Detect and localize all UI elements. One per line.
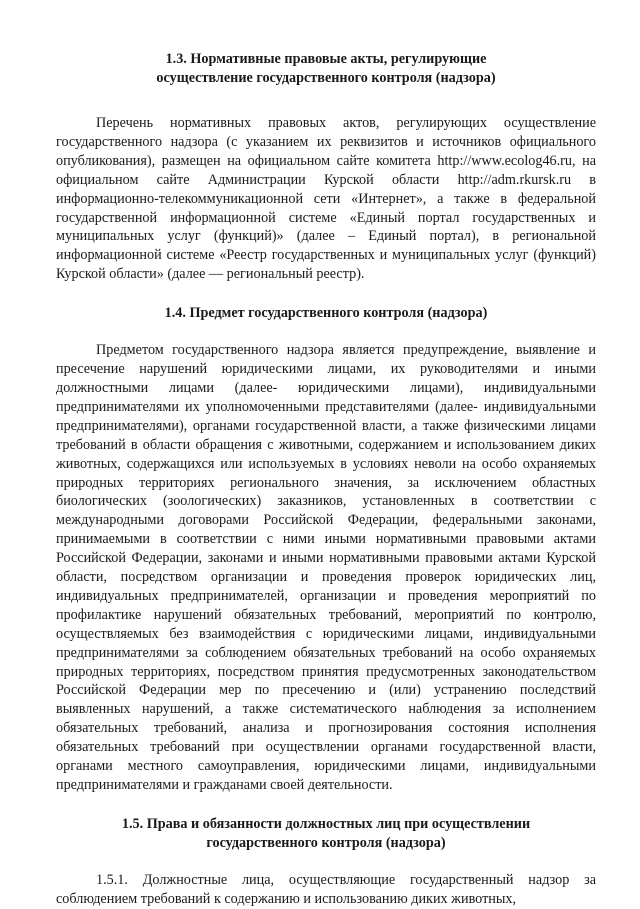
section-1-5-1-paragraph: 1.5.1. Должностные лица, осуществляющие государственный надзор за соблюдением требований к содержанию и использованию диких животных,	[56, 871, 596, 907]
section-1-4-heading	[56, 304, 596, 323]
section-1-3-heading-line-2: осуществление государственного контроля (надзора)	[156, 70, 496, 86]
section-1-4-paragraph: Предметом государственного надзора является предупреждение, выявление и пресечение нарушений юридическими лицами, их руководителями и иными должностными лицами (далее- юридическими лицами), индивидуальными предпринимателями их уполномоченными представителями (далее- индивидуальными предпринимателями), органами государственной власти, а также физическими лицами требований в области обращения с животными, содержанием и использованием диких животных, содержащихся или используемых в условиях неволи на особо охраняемых природных территориях регионального значения, за исключением областных биологических (зоологических) заказников, установленных в соответствии с международными договорами Российской Федерации, федеральными законами, принимаемыми в соответствии с ними иными нормативными правовыми актами Российской Федерации, законами и иными нормативными правовыми актами Курской области, посредством организации и проведения проверок юридических лиц, индивидуальных предпринимателей, организации и проведения мероприятий по профилактике нарушений обязательных требований, мероприятий по контролю, осуществляемых без взаимодействия с юридическими лицами, индивидуальными предпринимателями за соблюдением обязательных требований на особо охраняемых природных территориях, посредством принятия предусмотренных законодательством Российской Федерации мер по пресечению и (или) устранению последствий выявленных нарушений, а также систематического наблюдения за исполнением обязательных требований, анализа и прогнозирования состояния исполнения обязательных требований при осуществлении органами государственной власти, органами местного самоуправления, юридическими лицами, индивидуальными предпринимателями и гражданами своей деятельности.	[56, 342, 596, 793]
section-1-3-heading-line-1: 1.3. Нормативные правовые акты, регулирующие	[165, 51, 487, 67]
document-page	[56, 50, 596, 909]
section-1-5-heading-line-2: государственного контроля (надзора)	[206, 834, 446, 851]
section-1-3-heading	[56, 50, 596, 88]
section-1-5-heading-line-1: 1.5. Права и обязанности должностных лиц при осуществлении	[121, 815, 531, 832]
section-1-3-paragraph: Перечень нормативных правовых актов, регулирующих осуществление государственного надзора (с указанием их реквизитов и источников официального опубликования), размещен на официальном сайте комитета http://www.ecolog46.ru, на официальном сайте Администрации Курской области http://adm.rkursk.ru в информационно-телекоммуникационной сети «Интернет», а также в федеральной государственной информационной системе «Единый портал государственных и муниципальных услуг (функций)» (далее – Единый портал), в региональной информационной системе «Реестр государственных и муниципальных услуг (функций) Курской области» (далее — региональный реестр).	[56, 115, 596, 283]
section-1-5-heading	[56, 815, 596, 853]
section-1-4-heading-line-1: 1.4. Предмет государственного контроля (надзора)	[164, 305, 488, 322]
